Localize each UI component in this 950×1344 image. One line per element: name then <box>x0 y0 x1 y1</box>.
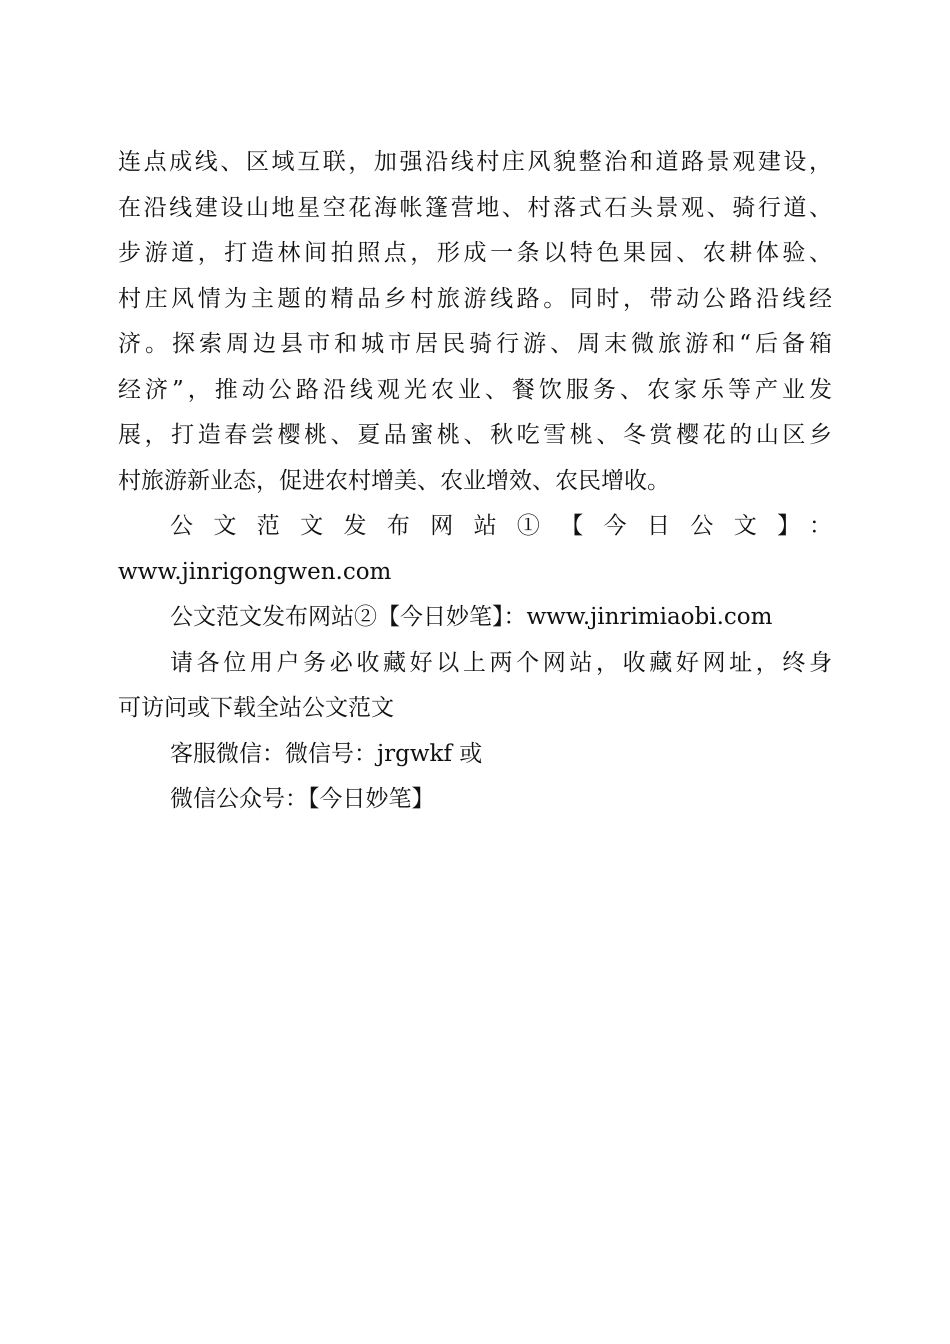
text-line: 连点成线、区域互联，加强沿线村庄风貌整治和道路景观建设， <box>118 149 832 175</box>
paragraph-wechat-official <box>118 777 832 823</box>
text-line: 展，打造春尝樱桃、夏品蜜桃、秋吃雪桃、冬赏樱花的山区乡 <box>118 422 832 448</box>
document-body <box>118 140 832 823</box>
paragraph-notice <box>118 641 832 732</box>
notice-line: 可访问或下载全站公文范文 <box>118 695 394 721</box>
wechat-official-line: 微信公众号：【今日妙笔】 <box>170 786 435 812</box>
paragraph-wechat-service <box>118 732 832 778</box>
wechat-service-line: 客服微信：微信号：jrgwkf 或 <box>170 740 483 767</box>
text-line: 村旅游新业态，促进农村增美、农业增效、农民增收。 <box>118 467 670 494</box>
site-2-line: 公文范文发布网站②【今日妙笔】：www.jinrimiaobi.com <box>170 604 773 630</box>
text-line: 步游道，打造林间拍照点，形成一条以特色果园、农耕体验、 <box>118 240 832 266</box>
text-line: 村庄风情为主题的精品乡村旅游线路。同时，带动公路沿线经 <box>118 285 832 312</box>
text-line: 济。探索周边县市和城市居民骑行游、周末微旅游和“后备箱 <box>118 331 832 357</box>
paragraph-site-1 <box>118 504 832 595</box>
text-line: 在沿线建设山地星空花海帐篷营地、村落式石头景观、骑行道、 <box>118 194 832 221</box>
paragraph-site-2 <box>118 595 832 641</box>
site-1-title: 公文范文发布网站①【今日公文】： <box>170 513 832 539</box>
paragraph-tourism-route <box>118 140 832 504</box>
site-1-url: www.jinrigongwen.com <box>118 558 392 585</box>
text-line: 经济”，推动公路沿线观光农业、餐饮服务、农家乐等产业发 <box>118 376 832 403</box>
notice-line: 请各位用户务必收藏好以上两个网站，收藏好网址，终身 <box>170 649 832 676</box>
